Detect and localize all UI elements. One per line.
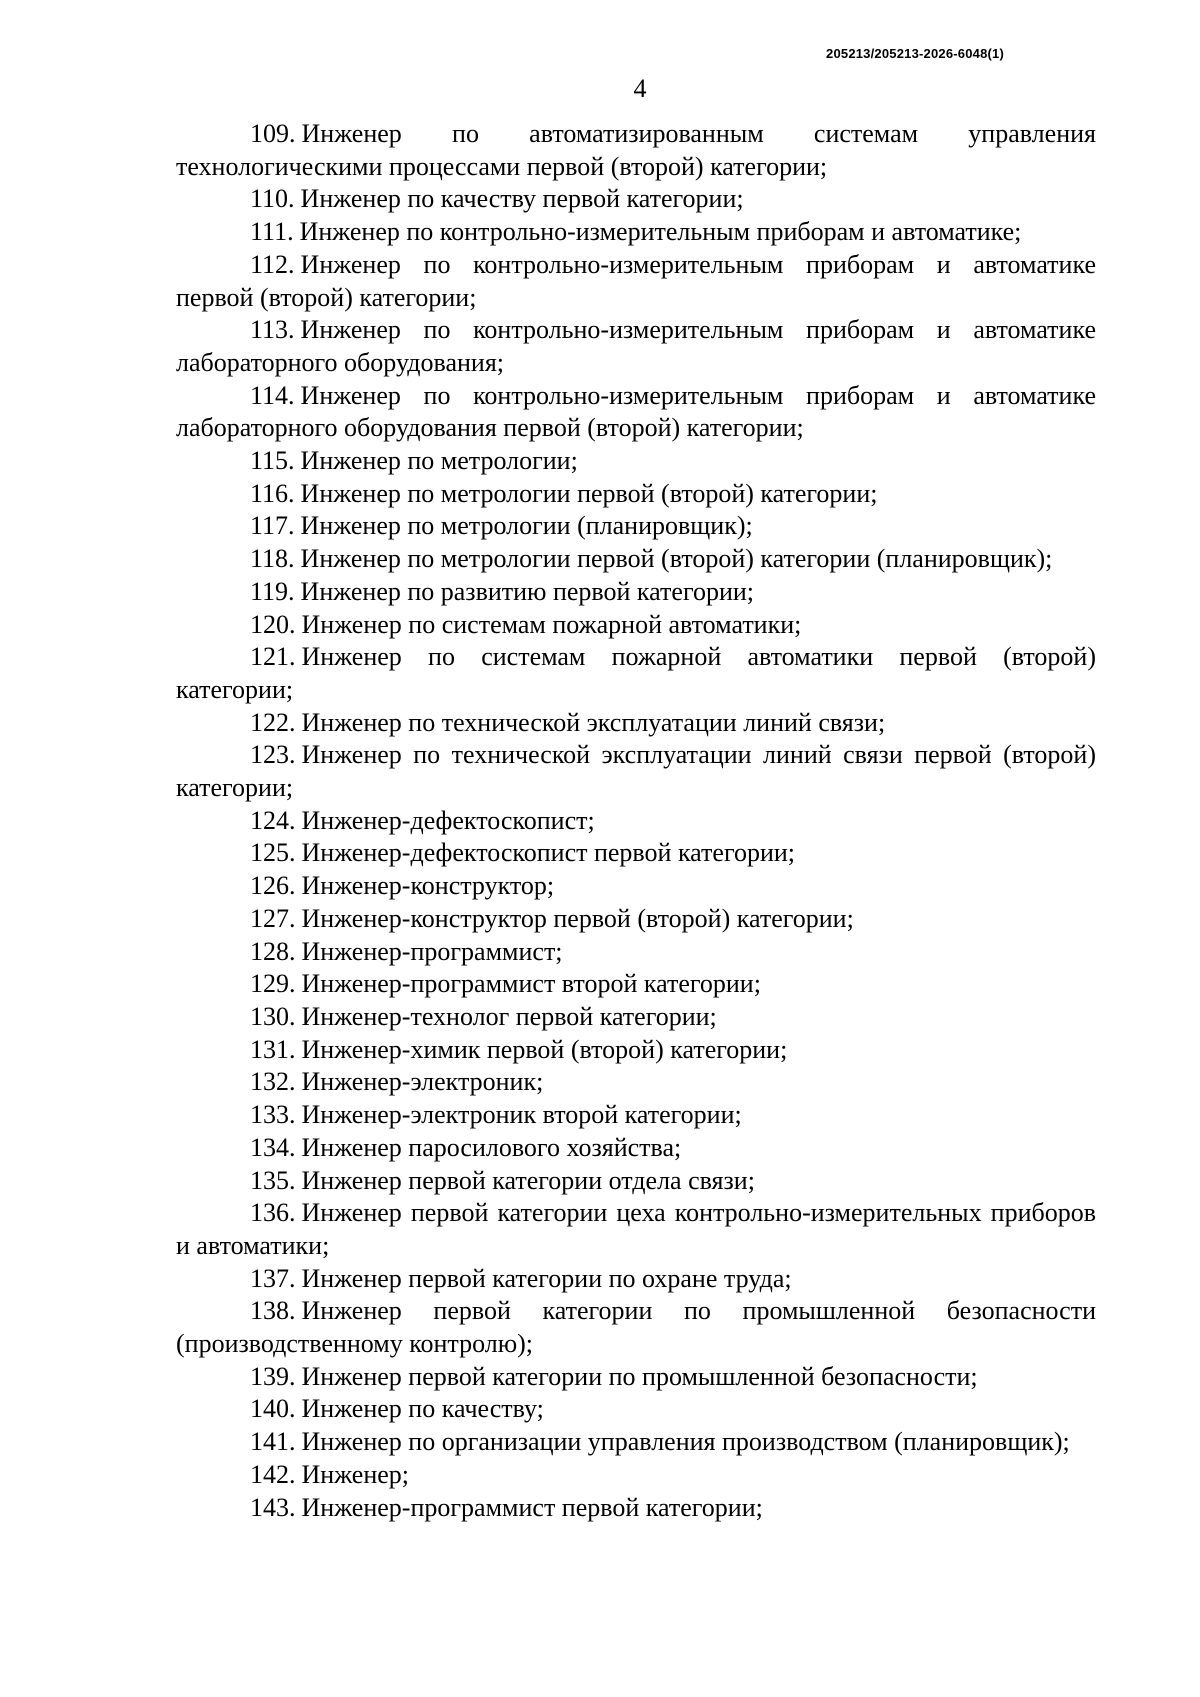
item-number: 137. (250, 1263, 296, 1293)
list-item (176, 1197, 1096, 1262)
item-text: Инженер по метрологии первой (второй) категории (планировщик); (300, 544, 1053, 574)
item-number: 113. (250, 315, 295, 345)
item-text: Инженер паросилового хозяйства; (301, 1132, 682, 1162)
list-item (176, 968, 1096, 1001)
item-text: Инженер по контрольно-измерительным приборам и автоматике первой (второй) категории; (176, 249, 1096, 312)
item-text: Инженер-программист первой категории; (301, 1492, 763, 1522)
list-item (176, 1132, 1096, 1165)
item-number: 131. (250, 1034, 296, 1064)
item-text: Инженер-химик первой (второй) категории; (301, 1034, 788, 1064)
item-number: 129. (250, 969, 296, 999)
item-text: Инженер по автоматизированным системам управления технологическими процессами первой (второй) категории; (176, 119, 1096, 181)
item-number: 119. (250, 576, 295, 606)
list-item (176, 380, 1096, 445)
item-number: 127. (250, 903, 296, 933)
list-item (176, 805, 1096, 838)
item-number: 132. (250, 1067, 296, 1097)
item-text: Инженер-программист; (301, 936, 563, 966)
item-text: Инженер по технической эксплуатации линий связи первой (второй) категории; (176, 740, 1096, 803)
item-number: 109. (250, 119, 296, 148)
item-text: Инженер первой категории по промышленной безопасности; (301, 1361, 978, 1391)
list-item (176, 510, 1096, 543)
list-item (176, 1361, 1096, 1394)
list-item (176, 641, 1096, 706)
item-text: Инженер-электроник; (301, 1067, 544, 1097)
item-text: Инженер по контрольно-измерительным приборам и автоматике лабораторного оборудования первой (второй) категории; (176, 380, 1096, 443)
list-item (176, 936, 1096, 969)
list-item (176, 478, 1096, 511)
item-text: Инженер первой категории по промышленной безопасности (производственному контролю); (176, 1296, 1096, 1359)
item-number: 141. (250, 1427, 296, 1457)
item-number: 115. (250, 446, 295, 476)
item-text: Инженер по развитию первой категории; (300, 576, 755, 606)
list-item (176, 1034, 1096, 1067)
item-number: 123. (250, 740, 296, 770)
item-number: 143. (250, 1492, 296, 1522)
item-number: 140. (250, 1394, 296, 1424)
item-text: Инженер по контрольно-измерительным приборам и автоматике лабораторного оборудования; (176, 315, 1096, 377)
item-number: 122. (250, 707, 296, 737)
item-text: Инженер; (301, 1459, 410, 1489)
item-text: Инженер первой категории по охране труда; (301, 1263, 792, 1293)
item-list (176, 118, 1096, 1524)
item-text: Инженер по контрольно-измерительным приборам и автоматике; (299, 217, 1022, 247)
list-item (176, 1001, 1096, 1034)
item-number: 121. (250, 642, 296, 672)
item-number: 120. (250, 609, 296, 639)
item-text: Инженер первой категории цеха контрольно-измерительных приборов и автоматики; (176, 1198, 1096, 1260)
list-item (176, 739, 1096, 804)
list-item (176, 609, 1096, 642)
list-item (176, 870, 1096, 903)
list-item (176, 183, 1096, 216)
list-item (176, 903, 1096, 936)
item-number: 111. (250, 217, 294, 247)
item-text: Инженер по метрологии; (300, 446, 578, 476)
list-item (176, 837, 1096, 870)
list-item (176, 1426, 1096, 1459)
list-item (176, 707, 1096, 740)
list-item (176, 576, 1096, 609)
item-text: Инженер по организации управления производством (планировщик); (301, 1427, 1070, 1457)
item-number: 125. (250, 838, 296, 868)
item-text: Инженер по системам пожарной автоматики; (301, 609, 802, 639)
page-number: 4 (633, 74, 647, 103)
item-number: 116. (250, 478, 295, 508)
list-item (176, 314, 1096, 379)
item-number: 112. (250, 249, 295, 279)
item-number: 126. (250, 871, 296, 901)
list-item (176, 1066, 1096, 1099)
list-item (176, 445, 1096, 478)
item-text: Инженер по качеству первой категории; (300, 184, 744, 214)
item-number: 118. (250, 544, 295, 574)
item-number: 138. (250, 1296, 296, 1326)
item-text: Инженер первой категории отдела связи; (301, 1165, 755, 1195)
item-number: 130. (250, 1001, 296, 1031)
item-number: 110. (250, 184, 295, 214)
item-text: Инженер-программист второй категории; (301, 969, 761, 999)
list-item (176, 1393, 1096, 1426)
item-text: Инженер-конструктор первой (второй) категории; (301, 903, 854, 933)
item-text: Инженер по метрологии (планировщик); (300, 511, 753, 541)
item-number: 124. (250, 805, 296, 835)
list-item (176, 1099, 1096, 1132)
item-text: Инженер-конструктор; (301, 871, 555, 901)
item-text: Инженер-технолог первой категории; (301, 1001, 717, 1031)
item-number: 136. (250, 1198, 296, 1228)
item-text: Инженер по качеству; (301, 1394, 544, 1424)
item-text: Инженер-электроник второй категории; (301, 1100, 742, 1130)
item-text: Инженер по метрологии первой (второй) категории; (300, 478, 878, 508)
item-number: 139. (250, 1361, 296, 1391)
item-number: 135. (250, 1165, 296, 1195)
list-item (176, 249, 1096, 314)
list-item (176, 1295, 1096, 1360)
item-number: 117. (250, 511, 295, 541)
item-number: 133. (250, 1100, 296, 1130)
list-item (176, 543, 1096, 576)
item-number: 134. (250, 1132, 296, 1162)
item-text: Инженер-дефектоскопист первой категории; (301, 838, 796, 868)
list-item (176, 1492, 1096, 1525)
list-item (176, 1165, 1096, 1198)
item-text: Инженер по технической эксплуатации линий связи; (301, 707, 886, 737)
item-text: Инженер-дефектоскопист; (301, 805, 595, 835)
item-number: 114. (250, 380, 295, 410)
list-item (176, 1263, 1096, 1296)
item-number: 128. (250, 936, 296, 966)
list-item (176, 1459, 1096, 1492)
list-item (176, 118, 1096, 183)
item-text: Инженер по системам пожарной автоматики первой (второй) категории; (176, 642, 1096, 704)
list-item (176, 216, 1096, 249)
item-number: 142. (250, 1459, 296, 1489)
document-id: 205213/205213-2026-6048(1) (826, 46, 1004, 61)
